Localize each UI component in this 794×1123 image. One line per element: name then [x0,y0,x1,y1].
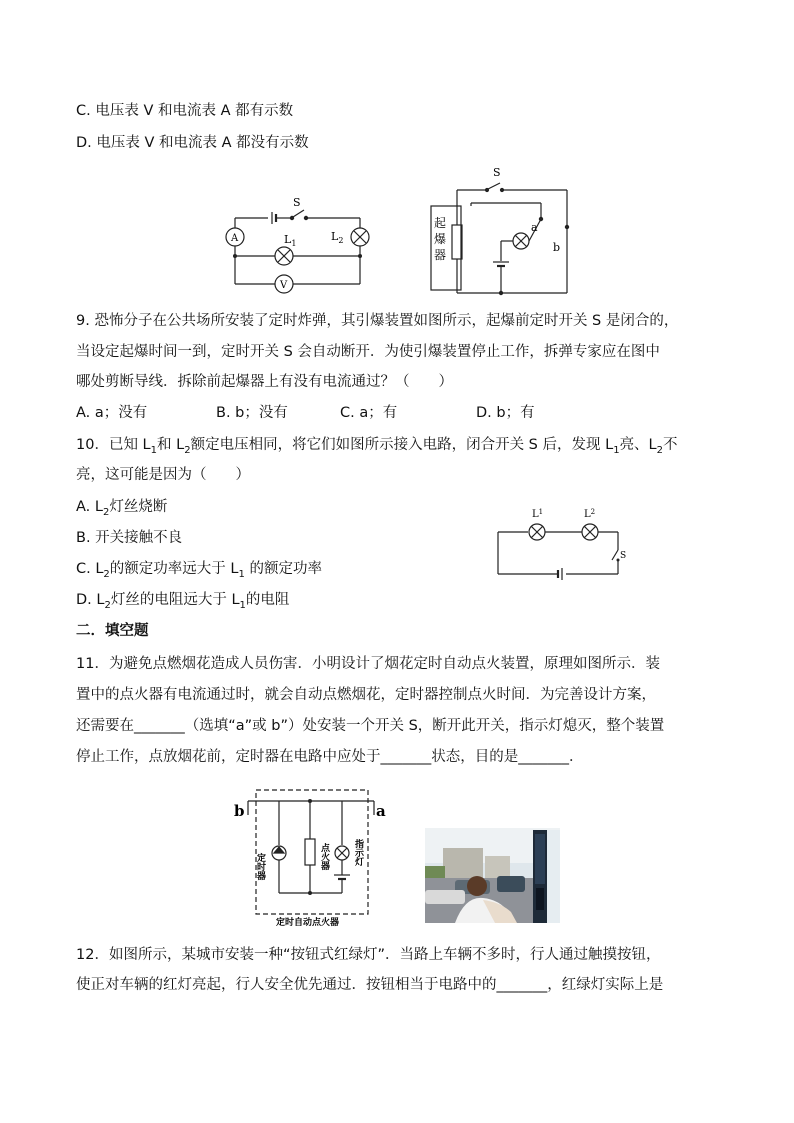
q8-option-d: D. 电压表 V 和电流表 A 都没有示数 [76,135,309,151]
q10-option-c: C. $L_2$的额定功率远大于 $L_1$ 的额定功率 [76,561,322,580]
q9-detonator-label-2: 爆 [434,232,447,246]
q9-detonator-label-1: 起 [434,216,447,230]
q9-point-b: b [553,241,561,254]
q12-traffic-button-photo [425,828,560,923]
q10-option-a: A. $L_2$灯丝烧断 [76,499,168,518]
q9-detonator-label-3: 器 [434,248,447,262]
q9-option-d: D. b；有 [476,405,535,421]
q8-circuit-diagram [220,190,380,300]
q12-stem-line1: 12．如图所示，某城市安装一种“按钮式红绿灯”．当路上车辆不多时，行人通过触摸按钮， [76,947,661,963]
q10-stem-line2: 亮，这可能是因为（ ） [76,467,250,483]
q11-figure-caption: 定时自动点火器 [276,918,340,928]
q12-stem-line2: 使正对车辆的红灯亮起，行人安全优先通过．按钮相当于电路中的_______，红绿灯实际上是 [76,977,664,993]
q10-fig-switch-label: S [620,551,627,561]
q11-igniter-diagram [228,783,388,928]
q10-stem-line1: 10．已知 $L_1$和 $L_2$额定电压相同，将它们如图所示接入电路，闭合开关 S 后，发现 $L_1$亮、$L_2$不 [76,437,678,456]
q9-point-a: a [531,221,538,234]
q9-stem-line2: 当设定起爆时间一到，定时开关 S 会自动断开．为使引爆装置停止工作，拆弹专家应在图中 [76,344,660,360]
q9-stem-line1: 9. 恐怖分子在公共场所安装了定时炸弹，其引爆装置如图所示，起爆前定时开关 S 是闭合的， [76,313,679,329]
q10-circuit-diagram [490,502,630,584]
q11-stem-line2: 置中的点火器有电流通过时，就会自动点燃烟花，定时器控制点火时间．为完善设计方案， [76,687,656,703]
q11-point-b: b [234,802,245,820]
q9-option-c: C. a；有 [340,405,398,421]
q11-stem-line3: 还需要在_______（选填“a”或 b”）处安装一个开关 S，断开此开关，指示灯熄灭，整个装置 [76,718,665,734]
q11-stem-line1: 11．为避免点燃烟花造成人员伤害．小明设计了烟花定时自动点火装置，原理如图所示．装 [76,656,660,672]
q11-indicator-label: 指示灯 [353,839,363,866]
q9-option-a: A. a；没有 [76,405,148,421]
q10-option-d: D. $L_2$灯丝的电阻远大于 $L_1$的电阻 [76,592,290,611]
q11-stem-line4: 停止工作，点放烟花前，定时器在电路中应处于_______状态，目的是_______． [76,749,584,765]
q10-option-b: B. 开关接触不良 [76,530,183,546]
q9-switch-label: S [493,166,501,179]
q11-point-a: a [376,802,386,820]
q8-lamp1-label: $L_1$ [284,233,297,248]
q11-timer-label: 定时器 [255,853,265,880]
q11-igniter-label: 点火器 [319,843,329,870]
q8-lamp2-label: $L_2$ [331,230,344,245]
q10-fig-l2-label: $L^2$ [584,508,596,520]
q8-ammeter-label: A [231,233,239,244]
q10-fig-l1-label: $L^1$ [532,508,544,520]
q8-option-c: C. 电压表 V 和电流表 A 都有示数 [76,103,294,119]
q8-voltmeter-label: V [280,280,288,291]
q9-detonator-diagram [425,165,580,300]
q9-stem-line3: 哪处剪断导线．拆除前起爆器上有没有电流通过？（ ） [76,374,453,390]
q8-switch-label: S [293,196,301,209]
section-fill-in-heading: 二．填空题 [76,623,149,639]
q9-option-b: B. b；没有 [216,405,288,421]
